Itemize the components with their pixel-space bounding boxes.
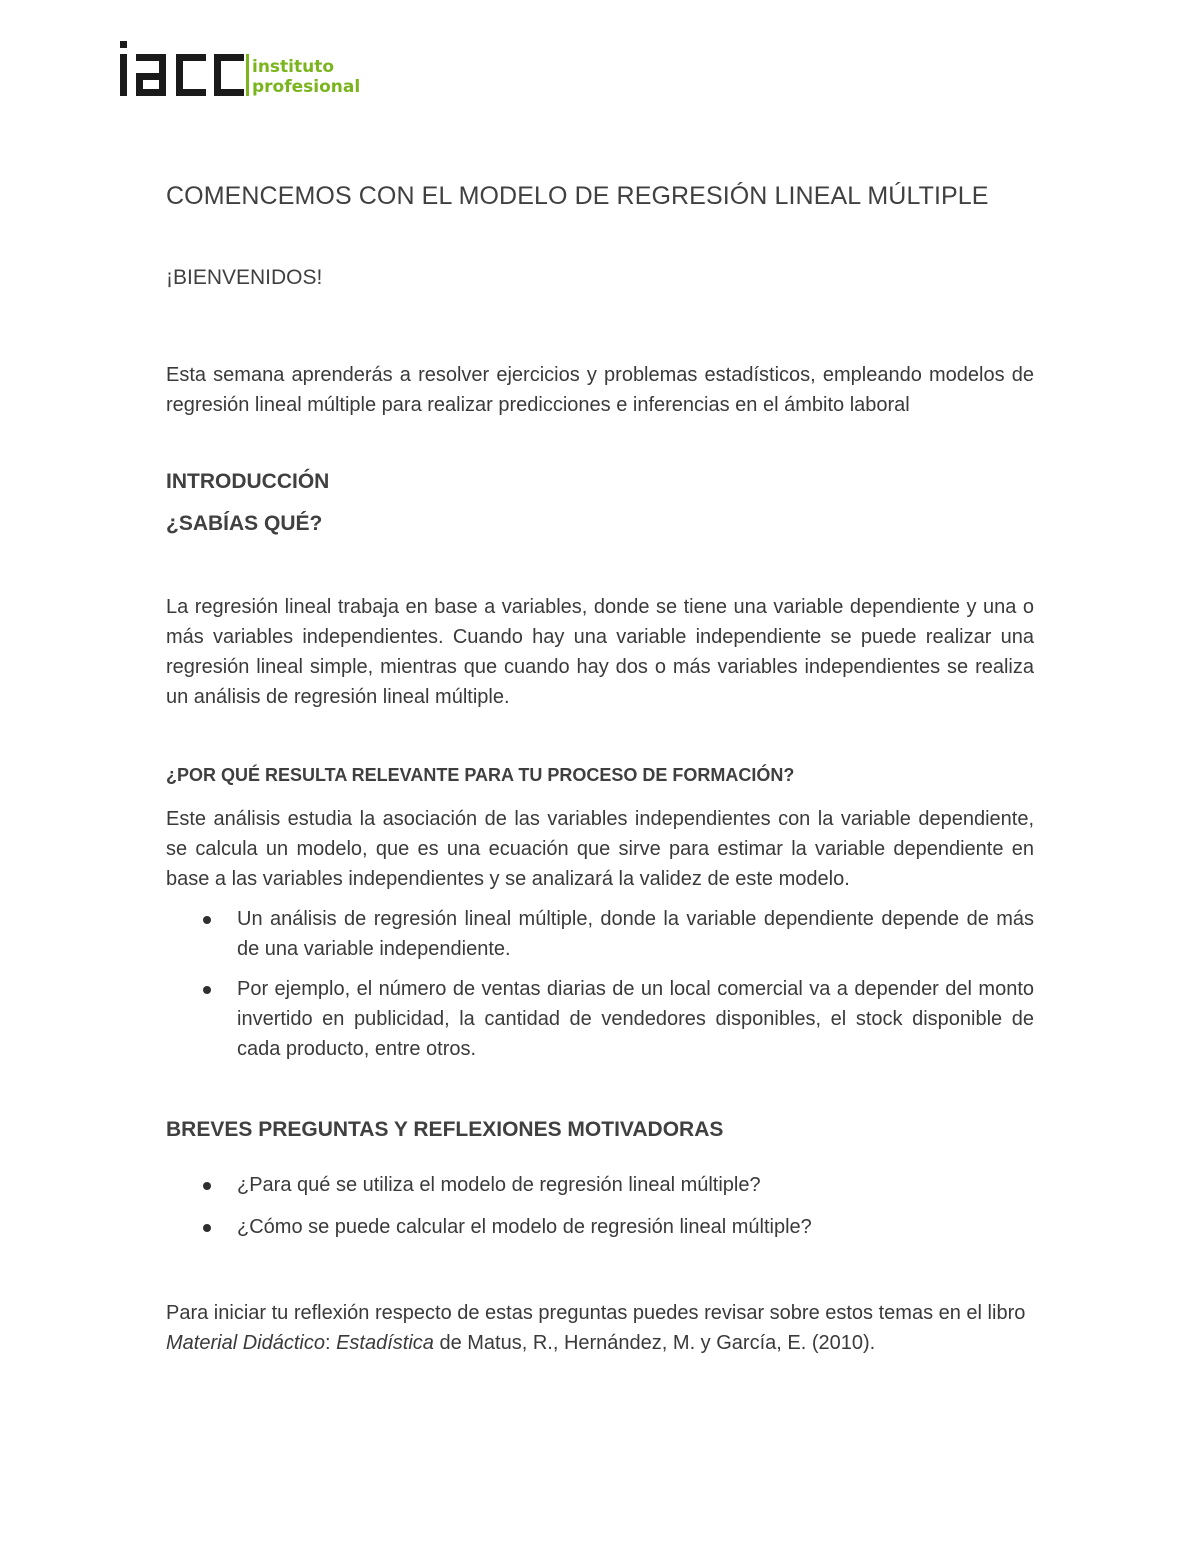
bullet-icon [203, 916, 211, 924]
iacc-logo-graphic [118, 38, 368, 100]
list-item [166, 1212, 1034, 1242]
bullet-icon [203, 1224, 211, 1232]
closing-paragraph [166, 1298, 1034, 1358]
relevante-paragraph: Este análisis estudia la asociación de las variables independientes con la variable dependiente, se calcula un modelo, que es una ecuación que sirve para estimar la variable dependiente en base a las variables independientes y se analizará la validez de este modelo. [166, 808, 1034, 890]
list-item-text: ¿Para qué se utiliza el modelo de regresión lineal múltiple? [237, 1174, 761, 1196]
book-title-part1: Material Didáctico [166, 1332, 325, 1354]
list-item [166, 1170, 1034, 1200]
iacc-logo [118, 38, 368, 100]
intro-paragraph: Esta semana aprenderás a resolver ejercicios y problemas estadísticos, empleando modelos de regresión lineal múltiple para realizar predicciones e inferencias en el ámbito laboral [166, 364, 1034, 416]
list-item-text: ¿Cómo se puede calcular el modelo de regresión lineal múltiple? [237, 1216, 812, 1238]
list-item [166, 904, 1034, 964]
introduccion-heading: INTRODUCCIÓN [166, 470, 330, 493]
breves-bullet-list [166, 1170, 1034, 1254]
list-item-text: Por ejemplo, el número de ventas diarias de un local comercial va a depender del monto invertido en publicidad, la cantidad de vendedores disponibles, el stock disponible de cada producto, entre otros. [237, 978, 1034, 1060]
closing-separator: : [324, 1332, 337, 1354]
bullet-icon [203, 986, 211, 994]
welcome-heading: ¡BIENVENIDOS! [166, 266, 323, 289]
closing-text-after: de Matus, R., Hernández, M. y García, E. (2010). [433, 1332, 876, 1354]
list-item-text: Un análisis de regresión lineal múltiple, donde la variable dependiente depende de más de una variable independiente. [237, 908, 1034, 960]
breves-heading: BREVES PREGUNTAS Y REFLEXIONES MOTIVADORAS [166, 1118, 724, 1141]
list-item [166, 974, 1034, 1064]
relevante-heading: ¿POR QUÉ RESULTA RELEVANTE PARA TU PROCESO DE FORMACIÓN? [166, 765, 795, 785]
bullet-icon [203, 1182, 211, 1190]
logo-tagline-2: profesional [252, 77, 361, 97]
closing-text-before: Para iniciar tu reflexión respecto de estas preguntas puedes revisar sobre estos temas en el libro [166, 1302, 1026, 1324]
relevante-bullet-list [166, 904, 1034, 1074]
book-title-part2: Estadística [336, 1332, 434, 1354]
logo-tagline-1: instituto [252, 57, 335, 77]
sabias-paragraph: La regresión lineal trabaja en base a variables, donde se tiene una variable dependiente y una o más variables independientes. Cuando hay una variable independiente se puede realizar una regresión lineal simple, mientras que cuando hay dos o más variables independientes se realiza un análisis de regresión lineal múltiple. [166, 596, 1034, 708]
sabias-heading: ¿SABÍAS QUÉ? [166, 512, 323, 535]
document-title: COMENCEMOS CON EL MODELO DE REGRESIÓN LINEAL MÚLTIPLE [166, 182, 989, 210]
